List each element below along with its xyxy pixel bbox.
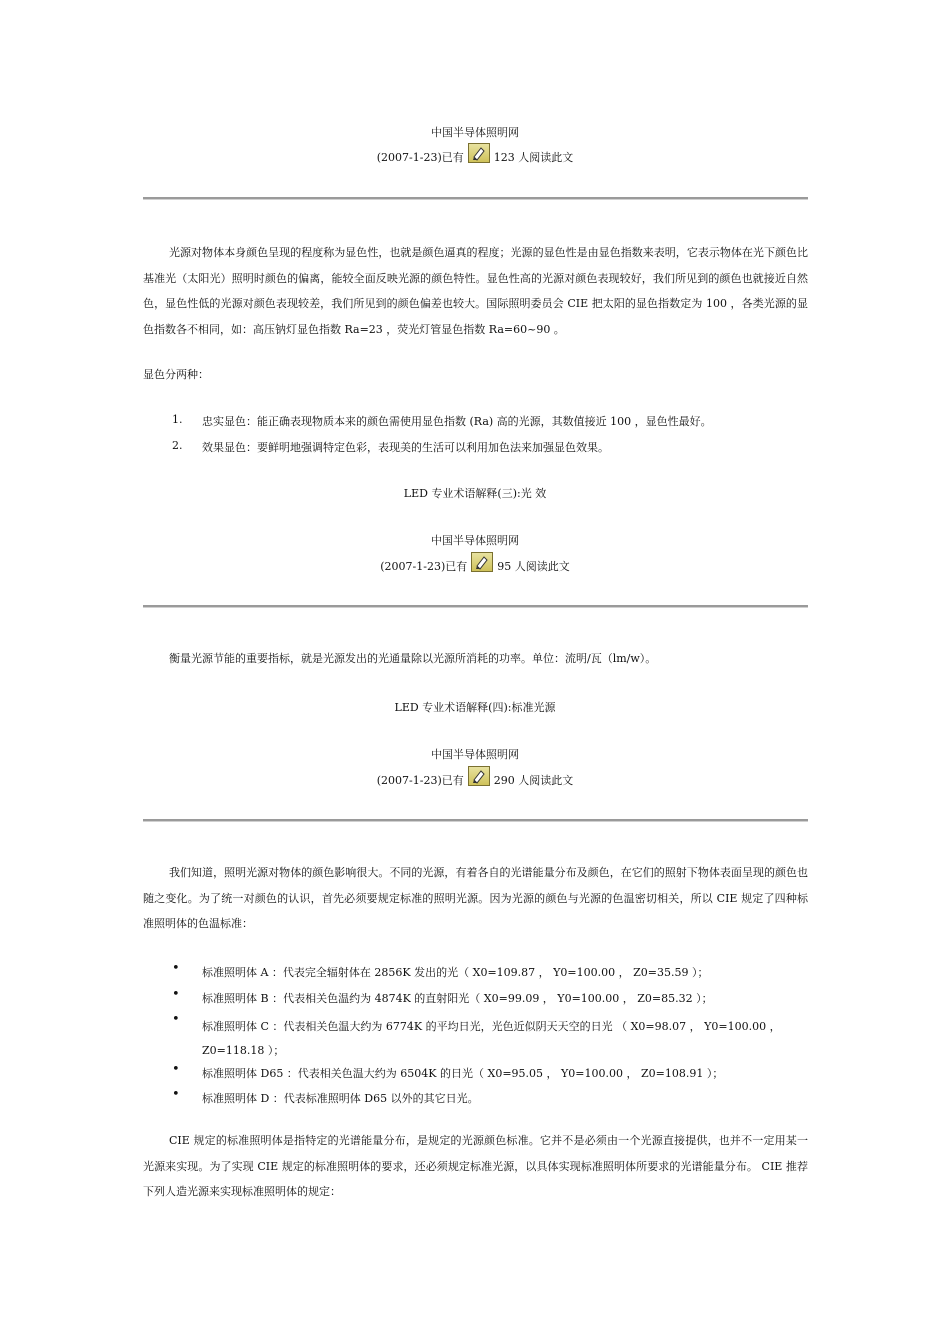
date-prefix: (2007-1-23)已有 xyxy=(380,560,468,573)
bullet-icon: • xyxy=(172,987,180,1002)
paragraph: 我们知道，照明光源对物体的颜色影响很大。不同的光源，有着各自的光谱能量分布及颜色，在它们的照射下物体表面呈现的颜色也随之变化。为了统一对颜色的认识，首先必须要规定标准的照明光源。因为光源的颜色与光源的色温密切相关，所以 CIE 规定了四种标准照明体的色温标准： xyxy=(143,866,808,930)
read-count: 95 人阅读此文 xyxy=(497,560,570,573)
bullet-icon: • xyxy=(172,1012,180,1027)
source-label: 中国半导体照明网 xyxy=(431,534,519,547)
divider xyxy=(143,605,808,608)
date-prefix: (2007-1-23)已有 xyxy=(376,774,464,787)
article-meta xyxy=(0,552,950,574)
reader-pencil-icon xyxy=(468,143,490,163)
list-item: 效果显色：要鲜明地强调特定色彩，表现美的生活可以利用加色法来加强显色效果。 xyxy=(202,441,609,454)
source-label: 中国半导体照明网 xyxy=(431,126,519,139)
sub-heading: 显色分两种： xyxy=(143,368,209,381)
paragraph: CIE 规定的标准照明体是指特定的光谱能量分布，是规定的光源颜色标准。它并不是必须由一个光源直接提供，也并不一定用某一光源来实现。为了实现 CIE 规定的标准照明体的要求，还必须规定标准光源，以具体实现标准照明体所要求的光谱能量分布。 CIE 推荐下列人造光源来实现标准照明体的规定： xyxy=(143,1134,808,1198)
paragraph: 衡量光源节能的重要指标，就是光源发出的光通量除以光源所消耗的功率。单位：流明/瓦（lm/w）。 xyxy=(169,652,657,665)
list-item: 标准照明体 B ：代表相关色温约为 4874K 的直射阳光（ X0=99.09 ， Y0=100.00 ， Z0=85.32 ）； xyxy=(202,992,713,1005)
source-label: 中国半导体照明网 xyxy=(431,748,519,761)
article-title: LED 专业术语解释(三):光 效 xyxy=(403,487,547,500)
list-item: 标准照明体 A ：代表完全辐射体在 2856K 发出的光（ X0=109.87 ， Y0=100.00 ， Z0=35.59 ）； xyxy=(202,966,709,979)
bullet-icon: • xyxy=(172,961,180,976)
list-item: 标准照明体 D65 ：代表相关色温大约为 6504K 的日光（ X0=95.05 ， Y0=100.00 ， Z0=108.91 ）； xyxy=(202,1067,724,1080)
divider xyxy=(143,197,808,200)
divider xyxy=(143,819,808,822)
article-meta xyxy=(0,143,950,165)
bullet-icon: • xyxy=(172,1062,180,1077)
paragraph: 光源对物体本身颜色呈现的程度称为显色性，也就是颜色逼真的程度；光源的显色性是由显色指数来表明，它表示物体在光下颜色比基准光（太阳光）照明时颜色的偏离，能较全面反映光源的颜色特性。显色性高的光源对颜色表现较好，我们所见到的颜色也就接近自然色，显色性低的光源对颜色表现较差，我们所见到的颜色偏差也较大。国际照明委员会 CIE 把太阳的显色指数定为 100 ，各类光源的显色指数各不相同，如：高压钠灯显色指数 Ra=23 ，荧光灯管显色指数 Ra=60~90 。 xyxy=(143,246,808,336)
date-prefix: (2007-1-23)已有 xyxy=(376,151,464,164)
list-item: 忠实显色：能正确表现物质本来的颜色需使用显色指数 (Ra) 高的光源，其数值接近 100 ，显色性最好。 xyxy=(202,415,712,428)
bullet-icon: • xyxy=(172,1087,180,1102)
read-count: 123 人阅读此文 xyxy=(493,151,574,164)
list-item: 标准照明体 D ：代表标准照明体 D65 以外的其它日光。 xyxy=(202,1092,479,1105)
article-title: LED 专业术语解释(四):标准光源 xyxy=(394,701,556,714)
read-count: 290 人阅读此文 xyxy=(493,774,574,787)
article-meta xyxy=(0,766,950,788)
list-marker: 1. xyxy=(172,413,183,426)
list-item: 标准照明体 C ：代表相关色温大约为 6774K 的平均日光，光色近似阴天天空的日光 （ X0=98.07 ， Y0=100.00 ， Z0=118.18 ）； xyxy=(202,1020,781,1057)
list-marker: 2. xyxy=(172,439,183,452)
reader-pencil-icon xyxy=(468,766,490,786)
reader-pencil-icon xyxy=(471,552,493,572)
